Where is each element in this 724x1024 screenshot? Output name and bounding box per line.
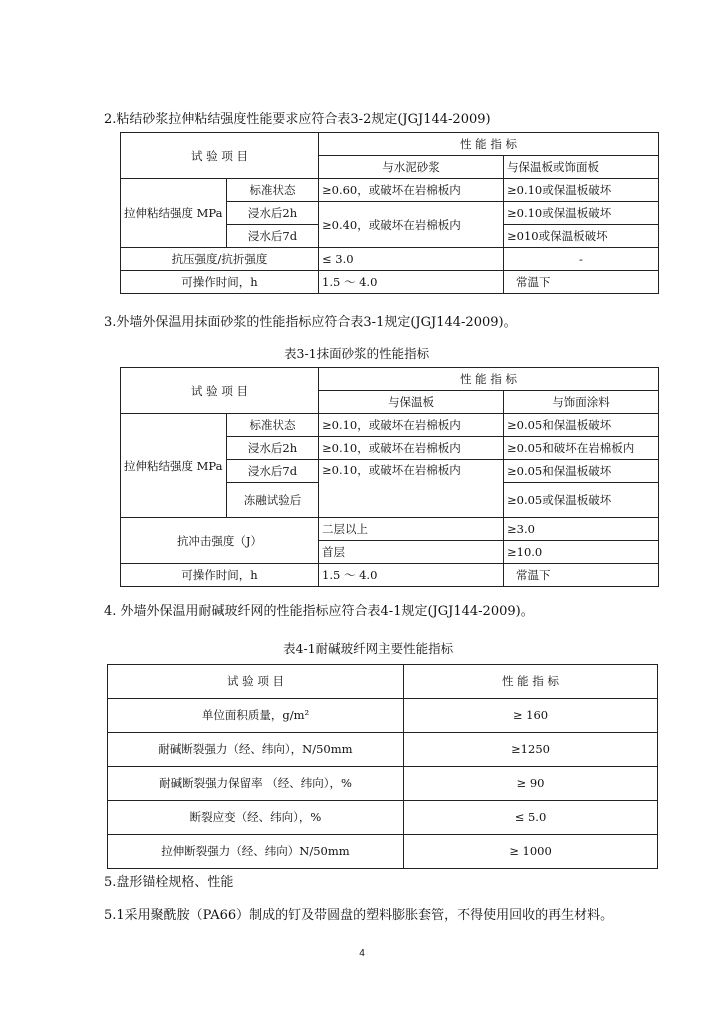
value-cell: ≥0.10或保温板破坏 — [504, 179, 659, 202]
section3-heading: 3.外墙外保温用抹面砂浆的性能指标应符合表3-1规定(JGJ144-2009)。 — [104, 315, 517, 330]
value-cell: ≥0.05或保温板破坏 — [504, 483, 659, 518]
row-group-label: 拉伸粘结强度 MPa — [121, 414, 227, 518]
sub-header-1: 与保温板 — [319, 391, 504, 414]
value-cell: ≥010或保温板破坏 — [504, 225, 659, 248]
table-3-1 — [120, 367, 659, 587]
cond-7d: 浸水后7d — [227, 460, 319, 483]
sub-header-2: 与饰面涂料 — [504, 391, 659, 414]
row-label: 可操作时间，h — [121, 271, 319, 294]
value-cell: ≥0.40，或破坏在岩棉板内 — [319, 202, 504, 248]
value-cell: 常温下 — [504, 564, 659, 587]
value-cell: 1.5 ～ 4.0 — [319, 271, 504, 294]
header-perf: 性 能 指 标 — [319, 368, 659, 391]
cond-2h: 浸水后2h — [227, 437, 319, 460]
value-cell: ≥1250 — [404, 733, 658, 767]
row-group-label: 拉伸粘结强度 MPa — [121, 179, 227, 248]
item-cell: 拉伸断裂强力（经、纬向）N/50mm — [108, 835, 404, 869]
header-item: 试 验 项 目 — [121, 368, 319, 414]
value-cell: ≥ 160 — [404, 699, 658, 733]
header-item: 试 验 项 目 — [121, 133, 319, 179]
value-cell: ≥0.10，或破坏在岩棉板内 — [319, 414, 504, 437]
value-cell: ≥0.10或保温板破坏 — [504, 202, 659, 225]
value-cell: ≥0.60，或破坏在岩棉板内 — [319, 179, 504, 202]
value-cell: ≥0.10，或破坏在岩棉板内 — [319, 460, 504, 518]
value-cell: ≥0.05和破坏在岩棉板内 — [504, 437, 659, 460]
page-number: 4 — [359, 948, 365, 959]
cond-7d: 浸水后7d — [227, 225, 319, 248]
cond-freeze-thaw: 冻融试验后 — [227, 483, 319, 518]
value-cell: 常温下 — [504, 271, 659, 294]
item-cell: 断裂应变（经、纬向），% — [108, 801, 404, 835]
value-cell: ≥ 90 — [404, 767, 658, 801]
section5-heading: 5.盘形锚栓规格、性能 — [104, 875, 234, 890]
sub-header-2: 与保温板或饰面板 — [504, 156, 659, 179]
value-cell: ≥0.05和保温板破坏 — [504, 460, 659, 483]
impact-label: 抗冲击强度（J） — [121, 518, 319, 564]
value-cell: ≤ 3.0 — [319, 248, 504, 271]
cond-2h: 浸水后2h — [227, 202, 319, 225]
value-cell: - — [504, 248, 659, 271]
table-4-1-caption: 表4-1耐碱玻纤网主要性能指标 — [283, 641, 454, 656]
cond-standard: 标准状态 — [227, 414, 319, 437]
header-item: 试 验 项 目 — [108, 665, 404, 699]
value-cell: ≥3.0 — [504, 518, 659, 541]
table-3-1-caption: 表3-1抹面砂浆的性能指标 — [284, 346, 430, 361]
item-cell: 单位面积质量，g/m² — [108, 699, 404, 733]
item-cell: 耐碱断裂强力保留率 （经、纬向），% — [108, 767, 404, 801]
value-cell: 二层以上 — [319, 518, 504, 541]
sub-header-1: 与水泥砂浆 — [319, 156, 504, 179]
table-3-2 — [120, 132, 659, 294]
value-cell: ≥10.0 — [504, 541, 659, 564]
value-cell: 首层 — [319, 541, 504, 564]
section2-heading: 2.粘结砂浆拉伸粘结强度性能要求应符合表3-2规定(JGJ144-2009) — [104, 112, 491, 127]
value-cell: ≥0.05和保温板破坏 — [504, 414, 659, 437]
value-cell: ≤ 5.0 — [404, 801, 658, 835]
cond-standard: 标准状态 — [227, 179, 319, 202]
section4-heading: 4. 外墙外保温用耐碱玻纤网的性能指标应符合表4-1规定(JGJ144-2009)。 — [104, 604, 534, 619]
row-label: 抗压强度/抗折强度 — [121, 248, 319, 271]
header-perf: 性 能 指 标 — [319, 133, 659, 156]
value-cell: 1.5 ～ 4.0 — [319, 564, 504, 587]
table-4-1 — [107, 664, 658, 869]
value-cell: ≥ 1000 — [404, 835, 658, 869]
row-label: 可操作时间，h — [121, 564, 319, 587]
section5-paragraph: 5.1采用聚酰胺（PA66）制成的钉及带圆盘的塑料膨胀套管，不得使用回收的再生材料。 — [104, 908, 614, 923]
item-cell: 耐碱断裂强力（经、纬向），N/50mm — [108, 733, 404, 767]
header-perf: 性 能 指 标 — [404, 665, 658, 699]
value-cell: ≥0.10，或破坏在岩棉板内 — [319, 437, 504, 460]
